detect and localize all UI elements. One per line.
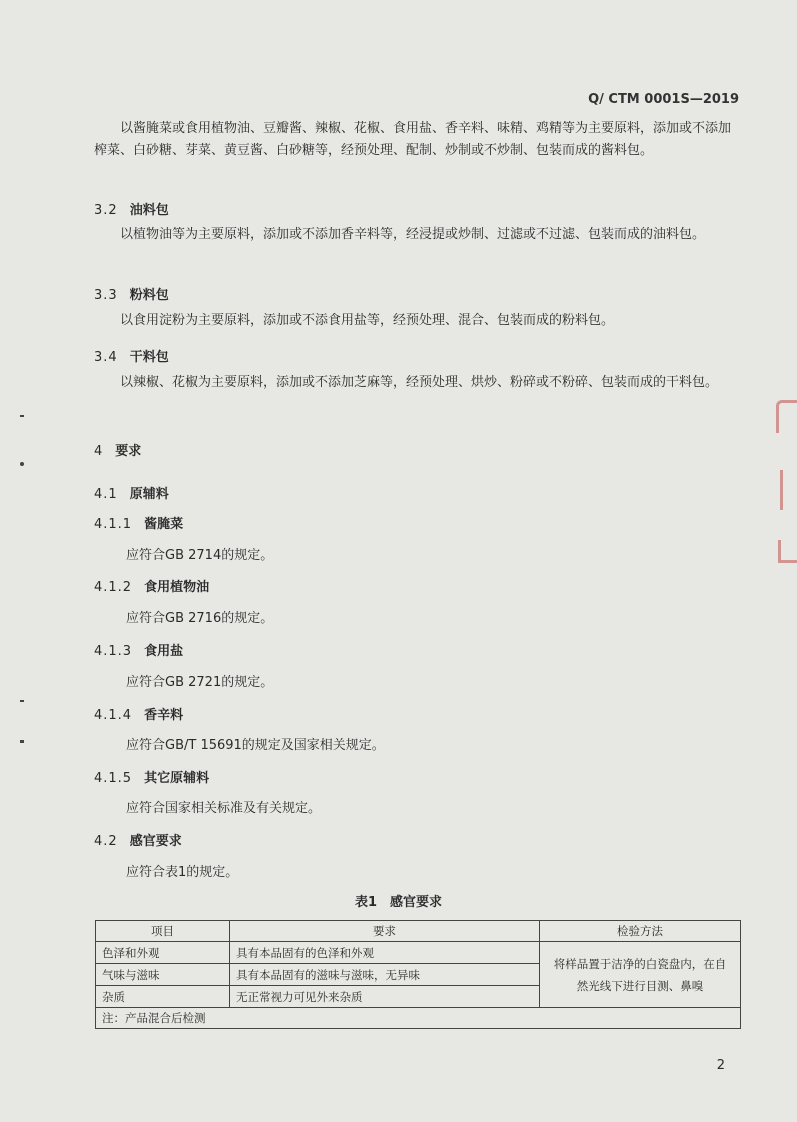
paragraph-3-3: 以食用淀粉为主要原料，添加或不添食用盐等，经预处理、混合、包装而成的粉料包。	[120, 313, 615, 328]
text-4-1-4: 应符合GB/T 15691的规定及国家相关规定。	[126, 738, 385, 753]
heading-number: 3.3	[94, 288, 118, 303]
text-4-1-2: 应符合GB 2716的规定。	[126, 611, 274, 626]
sensory-requirements-table	[95, 920, 741, 1029]
table-header-row	[96, 921, 741, 942]
heading-title: 其它原辅料	[144, 771, 210, 786]
binding-mark	[20, 462, 24, 466]
text-4-1-1: 应符合GB 2714的规定。	[126, 548, 274, 563]
heading-number: 4.1.5	[94, 771, 133, 786]
heading-4-1	[94, 483, 169, 502]
paragraph-3-2: 以植物油等为主要原料，添加或不添加香辛料等，经浸提或炒制、过滤或不过滤、包装而成的油料包。	[120, 227, 706, 242]
heading-number: 4.1.3	[94, 644, 133, 659]
paragraph-3-4: 以辣椒、花椒为主要原料，添加或不添加芝麻等，经预处理、烘炒、粉碎或不粉碎、包装而成的干料包。	[120, 375, 719, 390]
intro-paragraph: 以酱腌菜或食用植物油、豆瓣酱、辣椒、花椒、食用盐、香辛料、味精、鸡精等为主要原料，添加或不添加榨菜、白砂糖、芽菜、黄豆酱、白砂糖等，经预处理、配制、炒制或不炒制、包装而成的酱料包。	[94, 121, 732, 158]
heading-4	[94, 440, 141, 459]
standard-code: Q/ CTM 0001S—2019	[588, 92, 739, 107]
heading-number: 4	[94, 444, 104, 459]
heading-title: 粉料包	[129, 288, 169, 303]
heading-4-2	[94, 830, 182, 849]
heading-4-1-3	[94, 640, 183, 659]
text-4-1-3: 应符合GB 2721的规定。	[126, 675, 274, 690]
heading-3-2	[94, 199, 169, 218]
page-number: 2	[716, 1058, 725, 1073]
heading-4-1-5	[94, 767, 209, 786]
heading-number: 4.1.1	[94, 517, 133, 532]
table-note-row	[96, 1008, 741, 1029]
stamp-edge	[778, 540, 797, 563]
heading-title: 酱腌菜	[144, 517, 184, 532]
cell-item: 色泽和外观	[96, 942, 230, 964]
heading-number: 3.4	[94, 350, 118, 365]
heading-number: 4.2	[94, 834, 118, 849]
table-note: 注：产品混合后检测	[96, 1008, 741, 1029]
table-row	[96, 942, 741, 964]
heading-number: 4.1.4	[94, 708, 133, 723]
header-item: 项目	[96, 921, 230, 942]
heading-4-1-1	[94, 513, 183, 532]
cell-item: 杂质	[96, 986, 230, 1008]
header-method: 检验方法	[540, 921, 741, 942]
heading-number: 3.2	[94, 203, 118, 218]
heading-number: 4.1.2	[94, 580, 133, 595]
cell-requirement: 具有本品固有的色泽和外观	[230, 942, 540, 964]
heading-3-3	[94, 284, 169, 303]
heading-number: 4.1	[94, 487, 118, 502]
stamp-edge	[780, 470, 797, 510]
heading-title: 要求	[115, 444, 142, 459]
heading-title: 油料包	[129, 203, 169, 218]
heading-title: 原辅料	[129, 487, 169, 502]
stamp-edge	[776, 400, 797, 433]
heading-title: 香辛料	[144, 708, 184, 723]
cell-method: 将样品置于洁净的白瓷盘内，在自然光线下进行目测、鼻嗅	[540, 942, 741, 1008]
heading-title: 食用植物油	[144, 580, 210, 595]
binding-mark	[20, 740, 24, 743]
cell-requirement: 无正常视力可见外来杂质	[230, 986, 540, 1008]
binding-mark	[20, 415, 24, 417]
heading-title: 食用盐	[144, 644, 184, 659]
cell-item: 气味与滋味	[96, 964, 230, 986]
heading-4-1-2	[94, 576, 209, 595]
heading-title: 干料包	[129, 350, 169, 365]
heading-3-4	[94, 346, 169, 365]
text-4-1-5: 应符合国家相关标准及有关规定。	[126, 801, 322, 816]
heading-title: 感官要求	[129, 834, 182, 849]
text-4-2: 应符合表1的规定。	[126, 865, 239, 880]
header-requirement: 要求	[230, 921, 540, 942]
binding-mark	[20, 700, 24, 702]
heading-4-1-4	[94, 704, 183, 723]
cell-requirement: 具有本品固有的滋味与滋味，无异味	[230, 964, 540, 986]
table-caption: 表1 感官要求	[354, 895, 443, 910]
